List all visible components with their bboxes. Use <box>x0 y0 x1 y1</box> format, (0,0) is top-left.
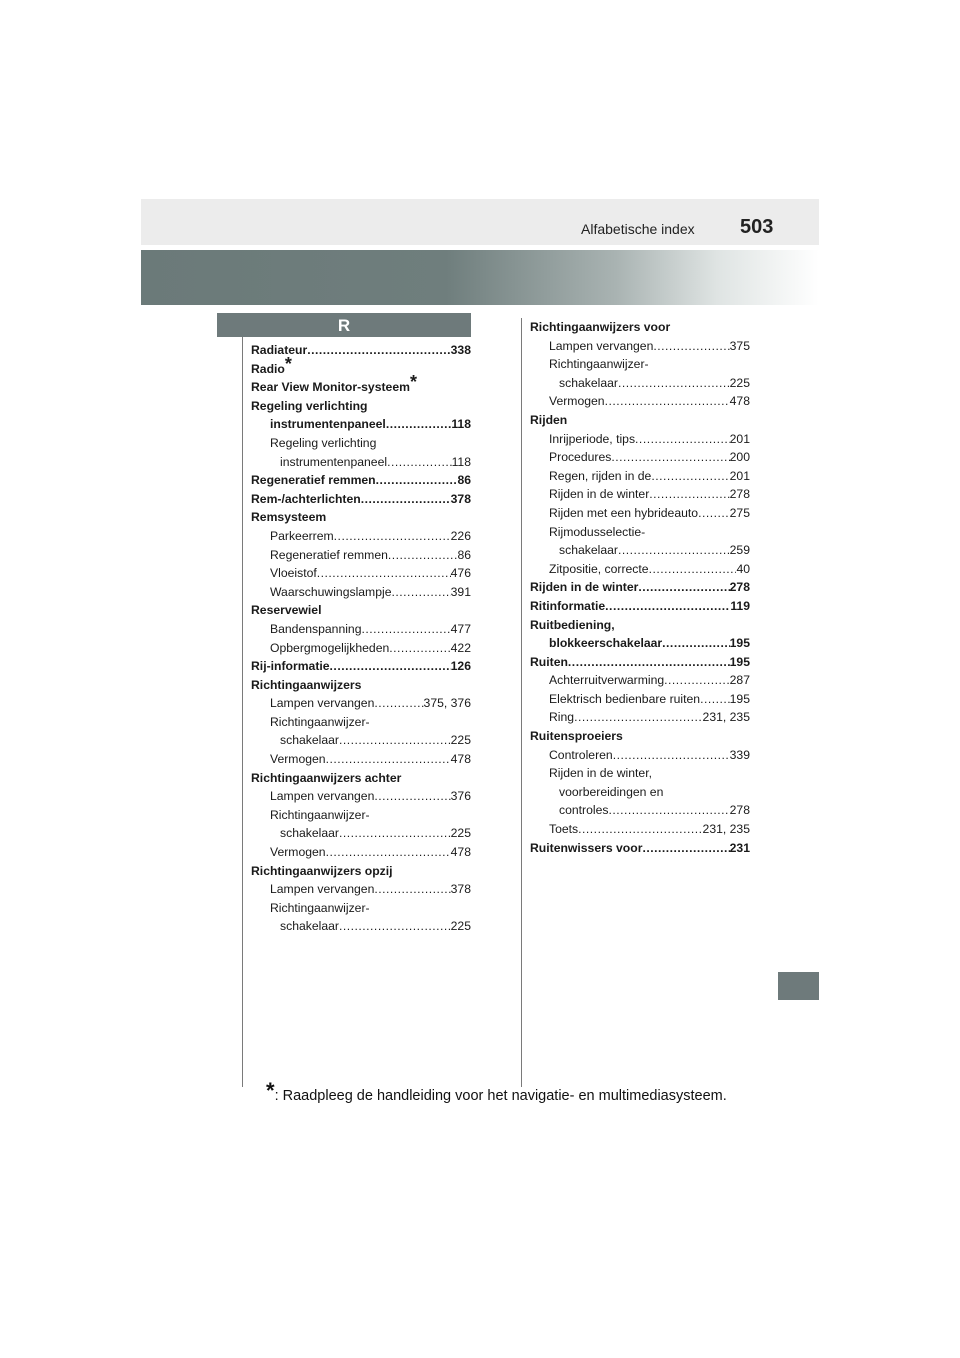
index-entry-term: Regeneratief remmen <box>270 547 388 562</box>
index-entry-page: 278 <box>729 803 750 818</box>
index-entry-term: Ruiten <box>530 654 568 669</box>
index-entry-term: voorbereidingen en <box>559 784 664 799</box>
index-entry-page: 278 <box>729 487 750 502</box>
index-entry <box>251 880 471 899</box>
index-entry-term: controles <box>559 803 609 818</box>
dot-leader <box>574 708 702 727</box>
index-entry-page: 225 <box>450 919 471 934</box>
index-entry-page: 287 <box>729 673 750 688</box>
footnote-text: : Raadpleeg de handleiding voor het navigatie- en multimediasysteem. <box>274 1088 727 1104</box>
dot-leader <box>339 731 451 750</box>
index-entry-term: Controleren <box>549 747 613 762</box>
index-entry-term: Opbergmogelijkheden <box>270 640 390 655</box>
index-entry <box>251 731 471 750</box>
index-entry <box>251 620 471 639</box>
index-entry-page: 378 <box>450 882 471 897</box>
index-entry-term: Ruitensproeiers <box>530 729 623 744</box>
dot-leader <box>391 583 450 602</box>
footnote-marker: * <box>284 353 292 374</box>
index-entry-term: Bandenspanning <box>270 621 362 636</box>
dot-leader <box>389 639 450 658</box>
index-entry-term: Elektrisch bedienbare ruiten <box>549 691 701 706</box>
index-entry-term: Achterruitverwarming <box>549 673 665 688</box>
index-entry <box>251 546 471 565</box>
dot-leader <box>307 341 450 360</box>
index-entry-page: 118 <box>451 454 471 469</box>
index-entry <box>530 318 750 337</box>
dot-leader <box>605 597 730 616</box>
dot-leader <box>605 392 730 411</box>
index-entry-term: Ruitbediening, <box>530 617 615 632</box>
index-entry-term: Remsysteem <box>251 510 327 525</box>
page-header-title: Alfabetische index <box>581 221 695 237</box>
index-entry-page: 375, 376 <box>423 696 471 711</box>
dot-leader <box>618 541 730 560</box>
index-entry-page: 201 <box>729 431 750 446</box>
index-entry <box>251 843 471 862</box>
index-entry <box>530 746 750 765</box>
dot-leader <box>387 453 452 472</box>
dot-leader <box>642 839 729 858</box>
index-entry <box>530 597 750 616</box>
index-entry-page: 339 <box>729 747 750 762</box>
index-entry <box>251 372 471 397</box>
index-entry-term: Richtingaanwijzer- <box>270 714 370 729</box>
index-entry <box>251 713 471 732</box>
index-entry <box>251 564 471 583</box>
index-entry <box>251 471 471 490</box>
index-entry-term: Lampen vervangen <box>270 882 375 897</box>
index-entry-term: Parkeerrem <box>270 528 334 543</box>
index-entry <box>530 560 750 579</box>
index-entry-term: Richtingaanwijzer- <box>270 807 370 822</box>
index-entry-term: Toets <box>549 822 579 837</box>
index-entry <box>530 430 750 449</box>
index-entry <box>530 392 750 411</box>
dot-leader <box>386 415 452 434</box>
index-entry-page: 476 <box>450 566 471 581</box>
index-column-left <box>251 341 471 936</box>
index-entry-term: Rijden in de winter, <box>549 766 652 781</box>
index-entry-term: Richtingaanwijzers achter <box>251 770 402 785</box>
index-entry <box>251 694 471 713</box>
index-entry-term: Regen, rijden in de <box>549 468 652 483</box>
index-entry-term: Inrijperiode, tips <box>549 431 636 446</box>
index-entry-page: 378 <box>450 491 471 506</box>
index-entry <box>530 411 750 430</box>
index-entry <box>530 485 750 504</box>
index-entry <box>251 917 471 936</box>
index-entry-page: 478 <box>450 752 471 767</box>
index-entry-term: Rijden <box>530 412 568 427</box>
footnote-marker: * <box>409 372 417 393</box>
index-entry-term: Regeneratief remmen <box>251 473 376 488</box>
index-entry-term: instrumentenpaneel <box>270 417 386 432</box>
header-banner <box>141 250 819 305</box>
index-entry-term: Lampen vervangen <box>270 789 375 804</box>
index-entry-term: Richtingaanwijzers opzij <box>251 863 393 878</box>
index-entry-term: Procedures <box>549 450 612 465</box>
index-entry-page: 422 <box>450 640 471 655</box>
index-entry-term: schakelaar <box>280 826 339 841</box>
index-entry-term: Rijden met een hybrideauto <box>549 505 699 520</box>
index-entry-term: Lampen vervangen <box>270 696 375 711</box>
index-entry <box>530 764 750 783</box>
dot-leader <box>362 620 451 639</box>
dot-leader <box>649 485 729 504</box>
index-entry <box>251 750 471 769</box>
index-entry-term: Vloeistof <box>270 566 317 581</box>
index-entry <box>251 527 471 546</box>
index-entry-term: Rear View Monitor-systeem <box>251 380 410 395</box>
index-entry-page: 231, 235 <box>702 710 750 725</box>
index-entry-page: 195 <box>729 654 750 669</box>
index-entry-page: 200 <box>729 450 750 465</box>
index-entry <box>530 690 750 709</box>
index-entry <box>251 397 471 416</box>
index-entry <box>530 820 750 839</box>
dot-leader <box>613 746 730 765</box>
index-entry-page: 126 <box>450 659 471 674</box>
dot-leader <box>339 824 451 843</box>
dot-leader <box>698 504 730 523</box>
index-entry-page: 391 <box>450 584 471 599</box>
index-entry-page: 225 <box>450 826 471 841</box>
index-entry <box>530 523 750 542</box>
index-entry <box>251 583 471 602</box>
index-entry-page: 275 <box>729 505 750 520</box>
index-entry-page: 278 <box>729 580 750 595</box>
dot-leader <box>376 471 458 490</box>
index-entry <box>251 508 471 527</box>
index-entry <box>530 801 750 820</box>
index-entry <box>251 657 471 676</box>
index-entry-term: Radio <box>251 361 285 376</box>
index-entry-term: Vermogen <box>270 845 326 860</box>
index-entry <box>530 541 750 560</box>
dot-leader <box>374 880 450 899</box>
column-divider-left <box>242 337 243 1087</box>
header-strip <box>141 199 819 245</box>
index-entry-term: Ring <box>549 710 575 725</box>
index-entry-page: 231 <box>729 840 750 855</box>
index-entry-page: 86 <box>457 473 471 488</box>
dot-leader <box>326 750 451 769</box>
footnote-star: * <box>266 1078 275 1103</box>
index-entry-term: Vermogen <box>270 752 326 767</box>
index-entry <box>530 839 750 858</box>
index-entry <box>251 899 471 918</box>
index-entry <box>530 337 750 356</box>
index-entry-term: schakelaar <box>559 543 618 558</box>
index-entry-page: 118 <box>451 417 471 432</box>
index-entry <box>251 769 471 788</box>
index-entry <box>251 824 471 843</box>
index-entry-term: Radiateur <box>251 343 308 357</box>
index-entry-page: 226 <box>450 528 471 543</box>
index-entry <box>251 353 471 379</box>
index-entry <box>530 374 750 393</box>
index-entry <box>530 578 750 597</box>
index-entry-term: Richtingaanwijzers voor <box>530 320 671 334</box>
dot-leader <box>374 694 423 713</box>
index-entry <box>530 467 750 486</box>
index-entry-page: 477 <box>450 621 471 636</box>
dot-leader <box>662 634 730 653</box>
index-entry <box>530 355 750 374</box>
index-entry-page: 195 <box>729 691 750 706</box>
dot-leader <box>334 527 451 546</box>
index-entry <box>530 783 750 802</box>
index-entry-term: Ritinformatie <box>530 598 606 613</box>
index-entry-term: schakelaar <box>559 375 618 390</box>
footnote <box>266 1078 727 1104</box>
index-entry <box>251 434 471 453</box>
dot-leader <box>339 917 451 936</box>
index-entry <box>530 634 750 653</box>
index-entry-term: Regeling verlichting <box>270 435 377 450</box>
column-divider-middle <box>521 318 522 1087</box>
index-entry <box>530 727 750 746</box>
index-entry-term: Rijden in de winter <box>530 580 639 595</box>
index-entry <box>530 504 750 523</box>
dot-leader <box>651 467 729 486</box>
index-entry-page: 478 <box>450 845 471 860</box>
index-entry <box>530 616 750 635</box>
index-entry <box>251 490 471 509</box>
index-entry-term: Waarschuwingslampje <box>270 584 392 599</box>
index-entry <box>530 671 750 690</box>
index-entry <box>251 787 471 806</box>
index-entry <box>251 453 471 472</box>
index-entry <box>251 862 471 881</box>
index-entry-term: Rij-informatie <box>251 659 330 674</box>
index-entry <box>251 639 471 658</box>
index-entry-page: 338 <box>450 343 471 357</box>
index-entry <box>530 708 750 727</box>
dot-leader <box>330 657 451 676</box>
dot-leader <box>578 820 702 839</box>
index-entry-page: 478 <box>729 394 750 409</box>
page-number: 503 <box>740 216 774 238</box>
index-entry-term: Reservewiel <box>251 603 322 618</box>
index-entry-term: Lampen vervangen <box>549 338 654 353</box>
index-entry-page: 376 <box>450 789 471 804</box>
section-letter-tab: R <box>217 313 471 337</box>
index-entry <box>251 601 471 620</box>
index-entry-term: instrumentenpaneel <box>280 454 388 469</box>
index-entry-term: schakelaar <box>280 919 339 934</box>
index-entry-page: 119 <box>730 598 750 613</box>
index-entry <box>251 415 471 434</box>
dot-leader <box>611 448 729 467</box>
index-entry-term: Ruitenwissers voor <box>530 840 643 855</box>
index-entry <box>530 448 750 467</box>
index-column-right <box>530 318 750 857</box>
index-entry-page: 86 <box>457 547 471 562</box>
index-entry-term: Richtingaanwijzers <box>251 677 362 692</box>
index-entry-page: 225 <box>450 733 471 748</box>
index-entry-page: 259 <box>729 543 750 558</box>
dot-leader <box>374 787 450 806</box>
dot-leader <box>664 671 730 690</box>
dot-leader <box>653 337 729 356</box>
index-entry-term: Zitpositie, correcte <box>549 561 649 576</box>
dot-leader <box>326 843 451 862</box>
index-entry <box>251 806 471 825</box>
index-entry <box>251 676 471 695</box>
dot-leader <box>388 546 458 565</box>
dot-leader <box>317 564 451 583</box>
index-entry-term: Richtingaanwijzer- <box>549 357 649 372</box>
index-entry-term: Vermogen <box>549 394 605 409</box>
dot-leader <box>700 690 730 709</box>
index-entry-term: Rijmodusselectie- <box>549 524 646 539</box>
index-entry-term: schakelaar <box>280 733 339 748</box>
dot-leader <box>361 490 451 509</box>
dot-leader <box>649 560 737 579</box>
chapter-thumb-tab <box>778 972 819 1000</box>
index-entry-page: 375 <box>729 338 750 353</box>
index-entry-page: 195 <box>729 636 750 651</box>
index-entry-page: 40 <box>736 561 750 576</box>
index-entry-page: 201 <box>729 468 750 483</box>
index-entry-page: 231, 235 <box>702 822 750 837</box>
index-entry-page: 225 <box>729 375 750 390</box>
dot-leader <box>568 653 730 672</box>
index-entry-term: Regeling verlichting <box>251 398 368 413</box>
dot-leader <box>608 801 729 820</box>
index-entry-term: Richtingaanwijzer- <box>270 900 370 915</box>
dot-leader <box>638 578 729 597</box>
dot-leader <box>618 374 730 393</box>
dot-leader <box>635 430 730 449</box>
index-entry-term: blokkeerschakelaar <box>549 636 663 651</box>
index-entry-term: Rem-/achterlichten <box>251 491 361 506</box>
index-entry-term: Rijden in de winter <box>549 487 650 502</box>
index-entry <box>530 653 750 672</box>
